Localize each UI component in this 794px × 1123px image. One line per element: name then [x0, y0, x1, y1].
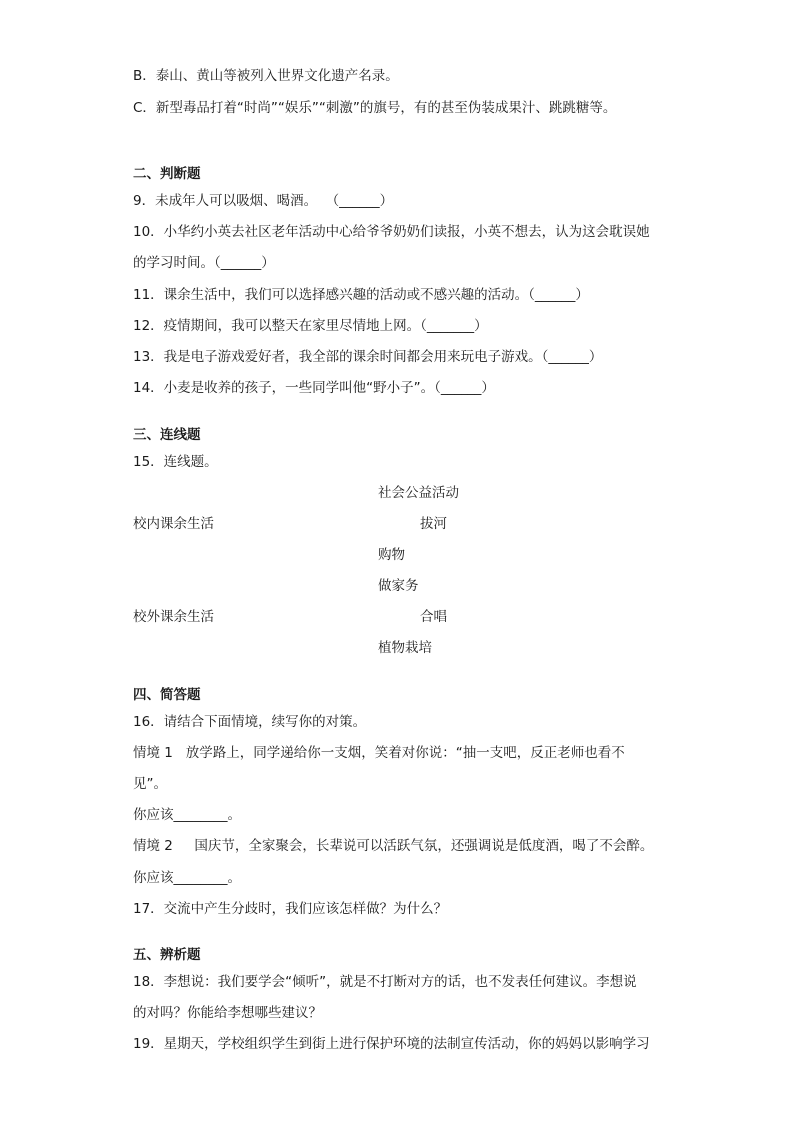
option-c: C．新型毒品打着“时尚”“娱乐”“刺激”的旗号，有的甚至伪装成果汁、跳跳糖等。 [133, 100, 617, 116]
match-right-item: 购物 [378, 547, 405, 563]
match-left-item: 校外课余生活 [133, 609, 214, 625]
scenario-2-line-1: 情境 2 国庆节，全家聚会，长辈说可以活跃气氛，还强调说是低度酒，喝了不会醉。 [133, 838, 654, 854]
match-right-item: 社会公益活动 [378, 485, 459, 501]
answer-1: 你应该________。 [133, 807, 241, 823]
question-19-line-1: 19．星期天，学校组织学生到街上进行保护环境的法制宣传活动，你的妈妈以影响学习 [133, 1036, 650, 1052]
question-14: 14．小麦是收养的孩子，一些同学叫他“野小子”。（______） [133, 380, 495, 396]
match-right-item: 做家务 [378, 578, 419, 594]
question-11: 11．课余生活中，我们可以选择感兴趣的活动或不感兴趣的活动。（______） [133, 287, 589, 303]
match-right-item: 合唱 [420, 609, 447, 625]
section-4-title: 四、简答题 [133, 687, 201, 703]
question-12: 12．疫情期间，我可以整天在家里尽情地上网。（_______） [133, 318, 488, 334]
answer-2: 你应该________。 [133, 870, 241, 886]
question-18-line-1: 18．李想说：我们要学会“倾听”，就是不打断对方的话，也不发表任何建议。李想说 [133, 974, 637, 990]
section-5-title: 五、辨析题 [133, 947, 201, 963]
option-b: B．泰山、黄山等被列入世界文化遗产名录。 [133, 68, 399, 84]
scenario-1-line-2: 见”。 [133, 776, 167, 792]
question-10-line-2: 的学习时间。（______） [133, 255, 275, 271]
question-17: 17．交流中产生分歧时，我们应该怎样做？为什么？ [133, 901, 448, 917]
section-3-title: 三、连线题 [133, 427, 201, 443]
question-13: 13．我是电子游戏爱好者，我全部的课余时间都会用来玩电子游戏。（______） [133, 349, 603, 365]
match-right-item: 拔河 [420, 516, 447, 532]
scenario-1-line-1: 情境 1 放学路上，同学递给你一支烟，笑着对你说：“抽一支吧，反正老师也看不 [133, 745, 625, 761]
question-16: 16．请结合下面情境，续写你的对策。 [133, 714, 367, 730]
question-18-line-2: 的对吗？你能给李想哪些建议？ [133, 1005, 322, 1021]
question-9: 9．未成年人可以吸烟、喝酒。 （______） [133, 193, 394, 209]
section-2-title: 二、判断题 [133, 166, 201, 182]
match-left-item: 校内课余生活 [133, 516, 214, 532]
question-15: 15．连线题。 [133, 454, 218, 470]
question-10-line-1: 10．小华约小英去社区老年活动中心给爷爷奶奶们读报，小英不想去，认为这会耽误她 [133, 224, 650, 240]
match-right-item: 植物栽培 [378, 640, 432, 656]
